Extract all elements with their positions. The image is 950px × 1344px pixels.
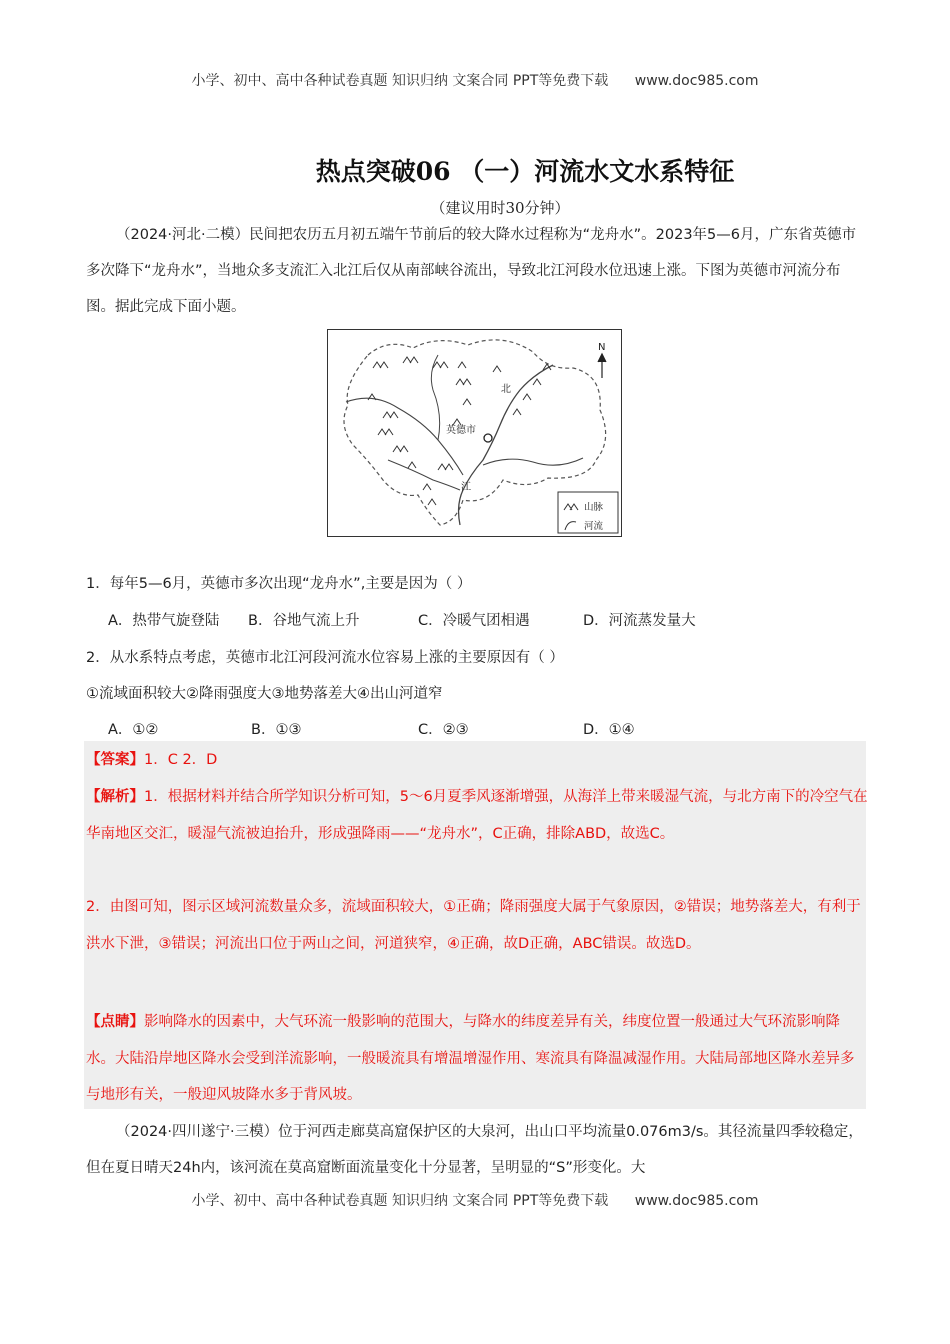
- north-label: N: [598, 342, 606, 353]
- q1-option-d[interactable]: D．河流蒸发量大: [583, 613, 696, 629]
- answer-text: 1．C 2．D: [144, 752, 218, 768]
- river-west: [346, 398, 463, 475]
- question-1-stem: 1．每年5—6月，英德市多次出现“龙舟水”,主要是因为（ ）: [86, 576, 472, 592]
- question-2-items: ①流域面积较大②降雨强度大③地势落差大④出山河道窄: [86, 686, 443, 702]
- q1-option-b[interactable]: B．谷地气流上升: [248, 613, 360, 629]
- q2-option-b[interactable]: B．①③: [251, 722, 302, 738]
- q1-option-a[interactable]: A．热带气旋登陆: [108, 613, 220, 629]
- map-figure: [328, 330, 620, 535]
- analysis-text-1: 1．根据材料并结合所学知识分析可知，5～6月夏季风逐渐增强，从海洋上带来暖湿气流，与北方南下的冷空气在华南地区交汇，暖湿气流被迫抬升，形成强降雨——“龙舟水”，C正确，排除ABD，故选C。: [86, 789, 868, 842]
- tip-tag: 【点睛】: [86, 1014, 144, 1030]
- river-north: [431, 355, 439, 440]
- analysis-tag: 【解析】: [86, 789, 144, 805]
- intro-paragraph: （2024·河北·二模）民间把农历五月初五端午节前后的较大降水过程称为“龙舟水”。2023年5—6月，广东省英德市多次降下“龙舟水”，当地众多支流汇入北江后仅从南部峡谷流出，导致北江河段水位迅速上涨。下图为英德市河流分布图。据此完成下面小题。: [86, 227, 856, 315]
- legend-mountain-label: 山脉: [584, 502, 604, 513]
- q2-option-a[interactable]: A．①②: [108, 722, 159, 738]
- footer-url[interactable]: www.doc985.com: [634, 1193, 759, 1209]
- page-header: [0, 70, 950, 90]
- analysis-p1: [86, 779, 868, 852]
- tip-text: 影响降水的因素中，大气环流一般影响的范围大，与降水的纬度差异有关，纬度位置一般通过大气环流影响降水。大陆沿岸地区降水会受到洋流影响，一般暖流具有增温增湿作用、寒流具有降温减湿作用。大陆局部地区降水差异多与地形有关，一般迎风坡降水多于背风坡。: [86, 1014, 855, 1104]
- header-text: 小学、初中、高中各种试卷真题 知识归纳 文案合同 PPT等免费下载: [191, 73, 609, 89]
- answer-tag: 【答案】: [86, 752, 144, 768]
- q2-option-d[interactable]: D．①④: [583, 722, 635, 738]
- city-marker: [484, 434, 492, 442]
- legend-river-label: 河流: [584, 521, 604, 532]
- answer-line: [86, 742, 868, 779]
- river-label-jiang: 江: [461, 482, 471, 493]
- analysis-p2: 2．由图可知，图示区域河流数量众多，流域面积较大，①正确；降雨强度大属于气象原因，②错误；地势落差大，有利于洪水下泄，③错误；河流出口位于两山之间，河道狭窄，④正确，故D正确，ABC错误。故选D。: [86, 899, 861, 952]
- page-title: 热点突破06 （一）河流水文水系特征: [315, 157, 735, 186]
- question-2-stem: 2．从水系特点考虑，英德市北江河段河流水位容易上涨的主要原因有（ ）: [86, 650, 564, 666]
- river-label-north: 北: [501, 384, 511, 395]
- next-question-intro: （2024·四川遂宁·三模）位于河西走廊莫高窟保护区的大泉河，出山口平均流量0.076m3/s。其径流量四季较稳定，但在夏日晴天24h内，该河流在莫高窟断面流量变化十分显著，呈明显的“S”形变化。大: [86, 1124, 863, 1176]
- q1-option-c[interactable]: C．冷暖气团相遇: [418, 613, 530, 629]
- city-label: 英德市: [446, 425, 476, 436]
- page-subtitle: （建议用时30分钟）: [430, 199, 570, 217]
- north-arrow-icon: [598, 354, 606, 378]
- tip-paragraph: [86, 1004, 868, 1114]
- q2-option-c[interactable]: C．②③: [418, 722, 469, 738]
- footer-text: 小学、初中、高中各种试卷真题 知识归纳 文案合同 PPT等免费下载: [191, 1193, 609, 1209]
- river-southeast: [483, 458, 583, 465]
- page-footer: [0, 1190, 950, 1210]
- yingde-river-map: [327, 329, 622, 537]
- header-url[interactable]: www.doc985.com: [634, 73, 759, 89]
